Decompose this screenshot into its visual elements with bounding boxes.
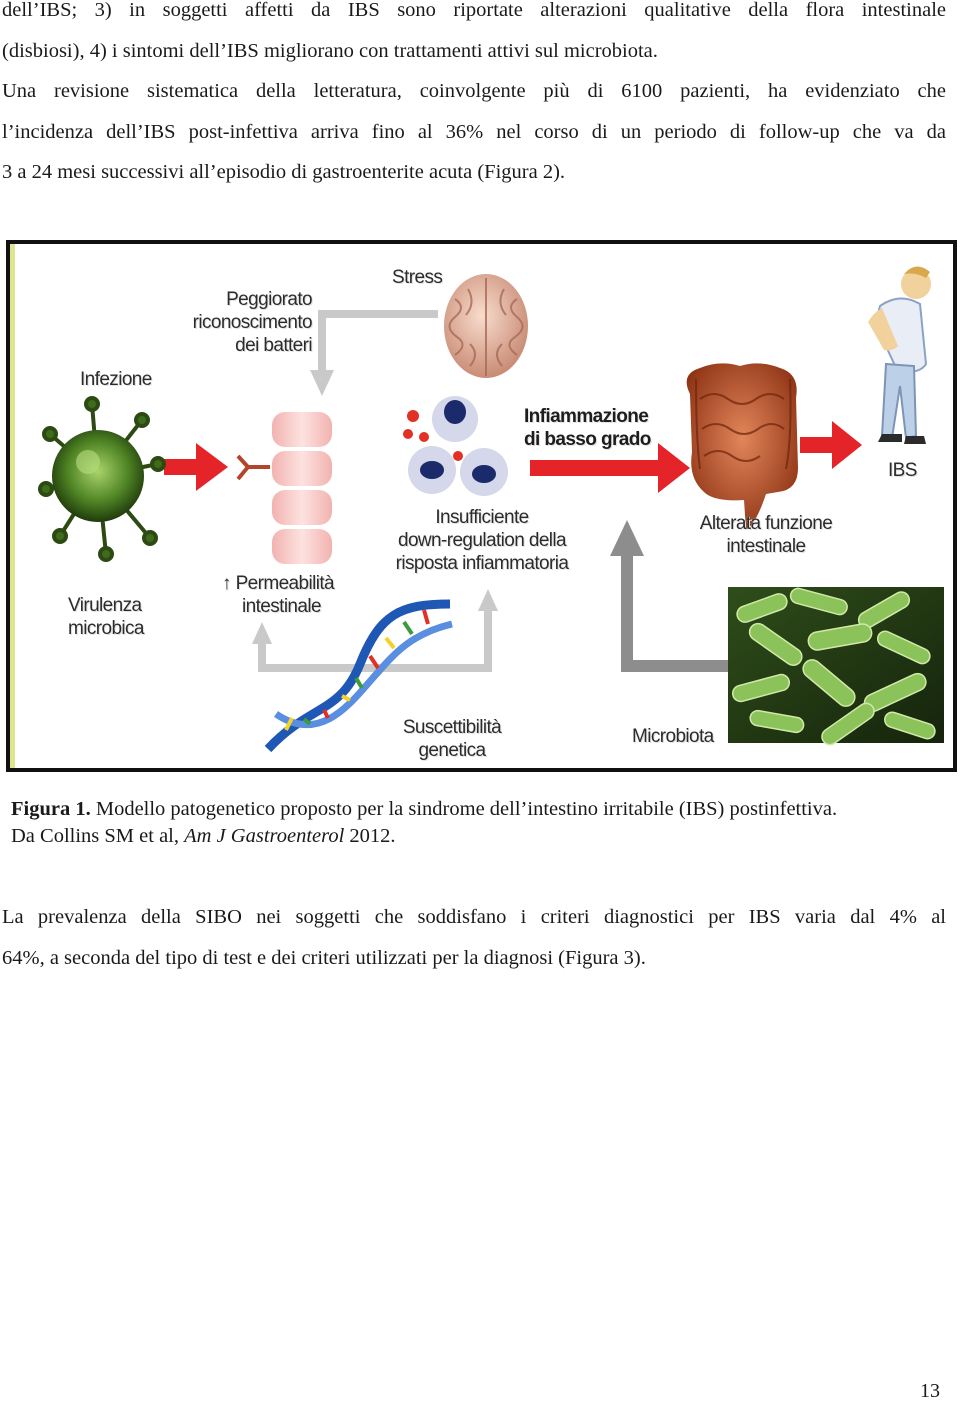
- label-alterata-funzione: [686, 512, 846, 558]
- label-ibs: IBS: [888, 460, 917, 481]
- immune-cells-icon: [403, 396, 508, 496]
- stress-arrow-icon: [322, 314, 438, 372]
- caption-citation: Da Collins SM et al,: [11, 825, 185, 847]
- intestinal-cells-icon: [272, 412, 332, 564]
- label-suscettibilita-genetica: [382, 716, 522, 762]
- microbiota-arrowhead-icon: [610, 520, 644, 556]
- red-arrow-1-icon: [164, 443, 228, 491]
- caption-journal: Am J Gastroenterol: [184, 825, 345, 847]
- page-number: 13: [920, 1380, 940, 1402]
- text-line: La prevalenza della SIBO nei soggetti che soddisfano i criteri diagnostici per IBS varia dal 4% al: [2, 906, 946, 928]
- genetics-arrowhead-left-icon: [252, 622, 272, 644]
- label-line: riconoscimento: [192, 312, 312, 333]
- text-line: dell’IBS; 3) in soggetti affetti da IBS sono riportate alterazioni qualitative della flora intestinale: [2, 0, 946, 21]
- label-line: Virulenza: [68, 595, 142, 616]
- label-line: Peggiorato: [226, 289, 312, 310]
- label-peggiorato-riconoscimento: [162, 288, 312, 357]
- caption-label: Figura 1.: [11, 798, 91, 820]
- label-infezione: Infezione: [80, 369, 152, 390]
- label-line: Suscettibilità: [402, 717, 502, 738]
- label-line: Alterata funzione: [699, 513, 833, 534]
- label-line: intestinale: [242, 596, 321, 617]
- genetics-arrowhead-right-icon: [478, 589, 498, 611]
- bacteria-microbiota-icon: [728, 587, 944, 748]
- label-line: Insufficiente: [435, 507, 529, 528]
- figure-caption: [11, 796, 956, 850]
- text-line: (disbiosi), 4) i sintomi dell’IBS migliorano con trattamenti attivi sul microbiota.: [2, 39, 658, 62]
- label-microbiota: Microbiota: [632, 726, 714, 747]
- label-stress: Stress: [392, 267, 443, 288]
- paragraph-sibo: [2, 897, 946, 978]
- paragraph-intro: [2, 0, 946, 193]
- label-virulenza-microbica: [68, 594, 144, 640]
- label-infiammazione: [524, 405, 651, 451]
- figure-edge: [10, 244, 15, 768]
- figure-pathogenetic-model: [6, 240, 957, 772]
- microbiota-arrow-icon: [627, 554, 728, 666]
- label-line: intestinale: [726, 536, 806, 557]
- receptor-icon: [238, 456, 270, 479]
- text-line: l’incidenza dell’IBS post-infettiva arriva fino al 36% nel corso di un periodo di follow-up che va da: [2, 120, 946, 143]
- label-line: genetica: [418, 740, 486, 761]
- label-line: risposta infiammatoria: [395, 553, 569, 574]
- stress-arrowhead-icon: [310, 370, 334, 396]
- red-arrow-3-icon: [800, 421, 862, 469]
- label-line: microbica: [68, 618, 144, 639]
- caption-text: Modello patogenetico proposto per la sindrome dell’intestino irritabile (IBS) postinfettiva.: [90, 798, 838, 820]
- person-in-pain-icon: [868, 266, 931, 444]
- label-line: dei batteri: [235, 335, 312, 356]
- label-permeabilita-intestinale: [222, 572, 334, 618]
- brain-icon: [444, 274, 528, 378]
- label-line: di basso grado: [524, 429, 651, 450]
- intestine-icon: [687, 363, 798, 530]
- label-line: Infiammazione: [524, 406, 649, 427]
- label-line: ↑ Permeabilità: [222, 573, 334, 594]
- label-line: down-regulation della: [397, 530, 567, 551]
- text-line: 3 a 24 mesi successivi all’episodio di gastroenterite acuta (Figura 2).: [2, 161, 566, 183]
- virus-icon: [40, 398, 164, 560]
- text-line: 64%, a seconda del tipo di test e dei criteri utilizzati per la diagnosi (Figura 3).: [2, 946, 646, 969]
- text-line: Una revisione sistematica della letteratura, coinvolgente più di 6100 pazienti, ha evidenziato che: [2, 80, 946, 102]
- caption-year: 2012.: [344, 825, 396, 847]
- label-insufficiente-down-regulation: [382, 506, 582, 575]
